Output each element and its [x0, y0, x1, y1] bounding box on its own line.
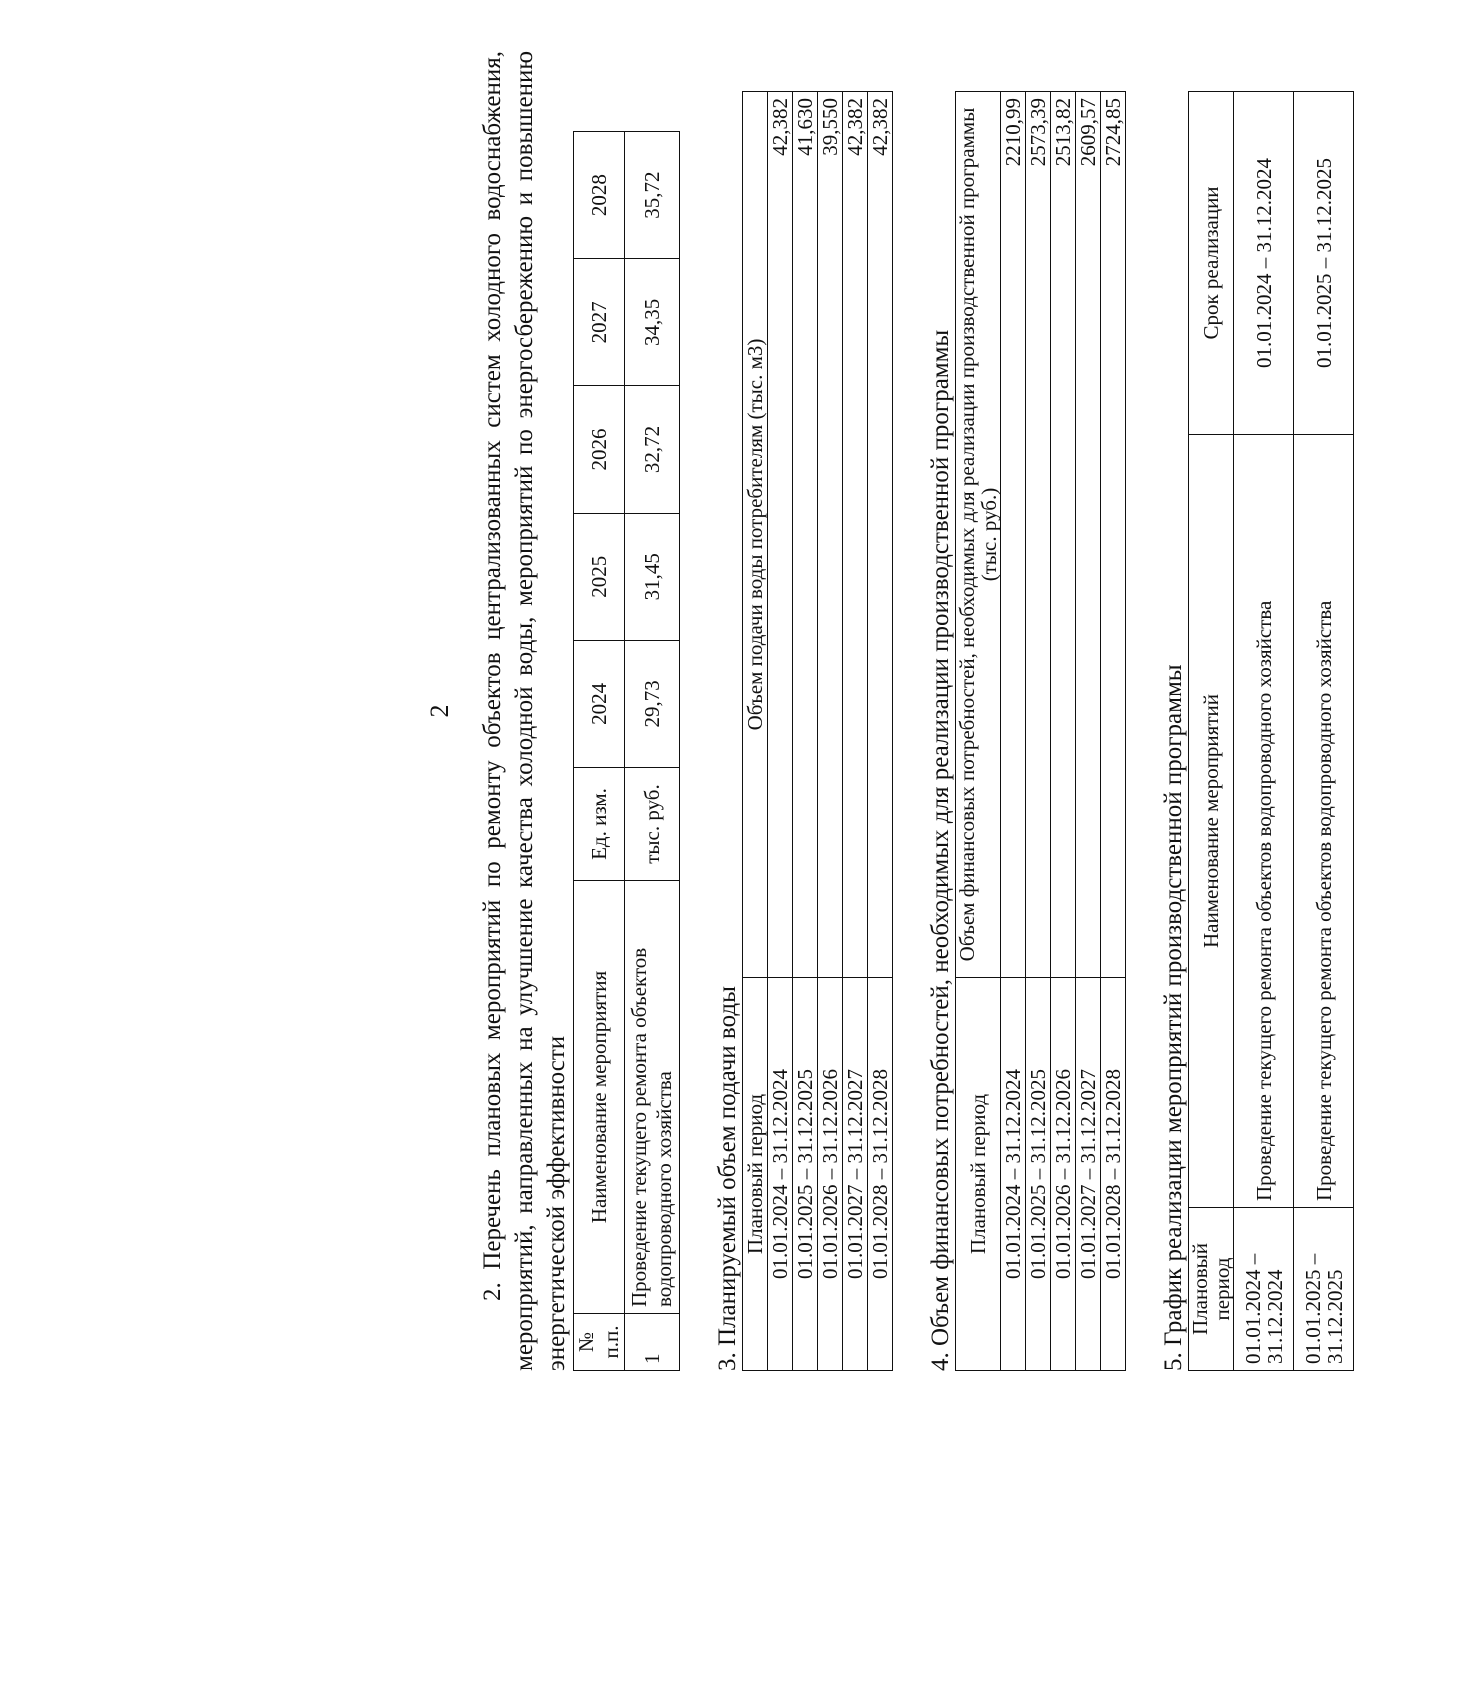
period-cell: 01.01.2024 – 31.12.2024: [1001, 978, 1026, 1371]
header-cell: 2027: [574, 259, 625, 386]
section-5-title: 5. График реализации мероприятий производственной программы: [1160, 664, 1187, 1371]
financial-needs-table: [955, 91, 1126, 1371]
header-cell: Наименование мероприятий: [1189, 435, 1234, 1208]
section-2-heading: 2. Перечень плановых мероприятий по ремонту объектов централизованных систем холодного водоснабжения, мероприятий, направленных на улучшение качества холодной воды, мероприятий по энергосбережению и повышению энергетической эффективности: [479, 51, 570, 1371]
value-cell: 2513,82: [1051, 92, 1076, 978]
header-cell: Плановый период: [1189, 1208, 1234, 1371]
rotated-page: [315, 16, 1465, 1466]
value-cell: 42,382: [768, 92, 793, 978]
value-cell: 31,45: [625, 513, 680, 640]
value-cell: 2573,39: [1026, 92, 1051, 978]
period-cell: 01.01.2024 – 31.12.2024: [1234, 1208, 1294, 1371]
activity-name: Проведение текущего ремонта объектов водопроводного хозяйства: [1294, 435, 1354, 1208]
value-cell: 35,72: [625, 132, 680, 259]
header-cell: № п.п.: [574, 1314, 625, 1371]
activities-table: [573, 131, 680, 1371]
page-inner: [315, 16, 1465, 1466]
header-cell: 2026: [574, 386, 625, 513]
value-cell: 2609,57: [1076, 92, 1101, 978]
table-row: [1294, 92, 1354, 1371]
table-row: [625, 132, 680, 1371]
header-cell: Срок реализации: [1189, 92, 1234, 435]
water-supply-table: [742, 91, 893, 1371]
table-header-row: [743, 92, 768, 1371]
table-header-row: [1189, 92, 1234, 1371]
value-cell: 41,630: [793, 92, 818, 978]
header-cell: 2025: [574, 513, 625, 640]
activity-name: Проведение текущего ремонта объектов водопроводного хозяйства: [625, 881, 680, 1314]
header-cell: Ед. изм.: [574, 768, 625, 881]
period-cell: 01.01.2026 – 31.12.2026: [1051, 978, 1076, 1371]
header-cell: 2024: [574, 640, 625, 767]
period-cell: 01.01.2025 – 31.12.2025: [1294, 1208, 1354, 1371]
header-cell: Объем подачи воды потребителям (тыс. м3): [743, 92, 768, 978]
value-cell: 39,550: [818, 92, 843, 978]
table-row: [868, 92, 893, 1371]
term-cell: 01.01.2024 – 31.12.2024: [1234, 92, 1294, 435]
value-cell: 2724,85: [1101, 92, 1126, 978]
value-cell: 42,382: [843, 92, 868, 978]
table-row: [1051, 92, 1076, 1371]
header-cell: Плановый период: [956, 978, 1001, 1371]
period-cell: 01.01.2025 – 31.12.2025: [793, 978, 818, 1371]
header-cell: 2028: [574, 132, 625, 259]
table-row: [1076, 92, 1101, 1371]
row-number: 1: [625, 1314, 680, 1371]
term-cell: 01.01.2025 – 31.12.2025: [1294, 92, 1354, 435]
section-3-title: 3. Планируемый объем подачи воды: [714, 986, 741, 1371]
value-cell: 29,73: [625, 640, 680, 767]
header-cell: Объем финансовых потребностей, необходимых для реализации производственной программы (тыс. руб.): [956, 92, 1001, 978]
table-row: [1001, 92, 1026, 1371]
unit-cell: тыс. руб.: [625, 768, 680, 881]
header-cell: Наименование мероприятия: [574, 881, 625, 1314]
value-cell: 2210,99: [1001, 92, 1026, 978]
table-row: [1234, 92, 1294, 1371]
activity-name: Проведение текущего ремонта объектов водопроводного хозяйства: [1234, 435, 1294, 1208]
value-cell: 42,382: [868, 92, 893, 978]
page-number: 2: [425, 704, 454, 718]
table-row: [1101, 92, 1126, 1371]
table-row: [843, 92, 868, 1371]
value-cell: 34,35: [625, 259, 680, 386]
table-row: [1026, 92, 1051, 1371]
period-cell: 01.01.2027 – 31.12.2027: [843, 978, 868, 1371]
period-cell: 01.01.2027 – 31.12.2027: [1076, 978, 1101, 1371]
document-content: [315, 51, 1354, 1371]
section-4-title: 4. Объем финансовых потребностей, необходимых для реализации производственной программы: [927, 329, 954, 1371]
header-cell: Плановый период: [743, 978, 768, 1371]
period-cell: 01.01.2025 – 31.12.2025: [1026, 978, 1051, 1371]
period-cell: 01.01.2024 – 31.12.2024: [768, 978, 793, 1371]
period-cell: 01.01.2028 – 31.12.2028: [1101, 978, 1126, 1371]
period-cell: 01.01.2028 – 31.12.2028: [868, 978, 893, 1371]
period-cell: 01.01.2026 – 31.12.2026: [818, 978, 843, 1371]
value-cell: 32,72: [625, 386, 680, 513]
schedule-table: [1188, 91, 1354, 1371]
table-row: [818, 92, 843, 1371]
table-row: [793, 92, 818, 1371]
table-row: [768, 92, 793, 1371]
table-header-row: [956, 92, 1001, 1371]
table-header-row: [574, 132, 625, 1371]
